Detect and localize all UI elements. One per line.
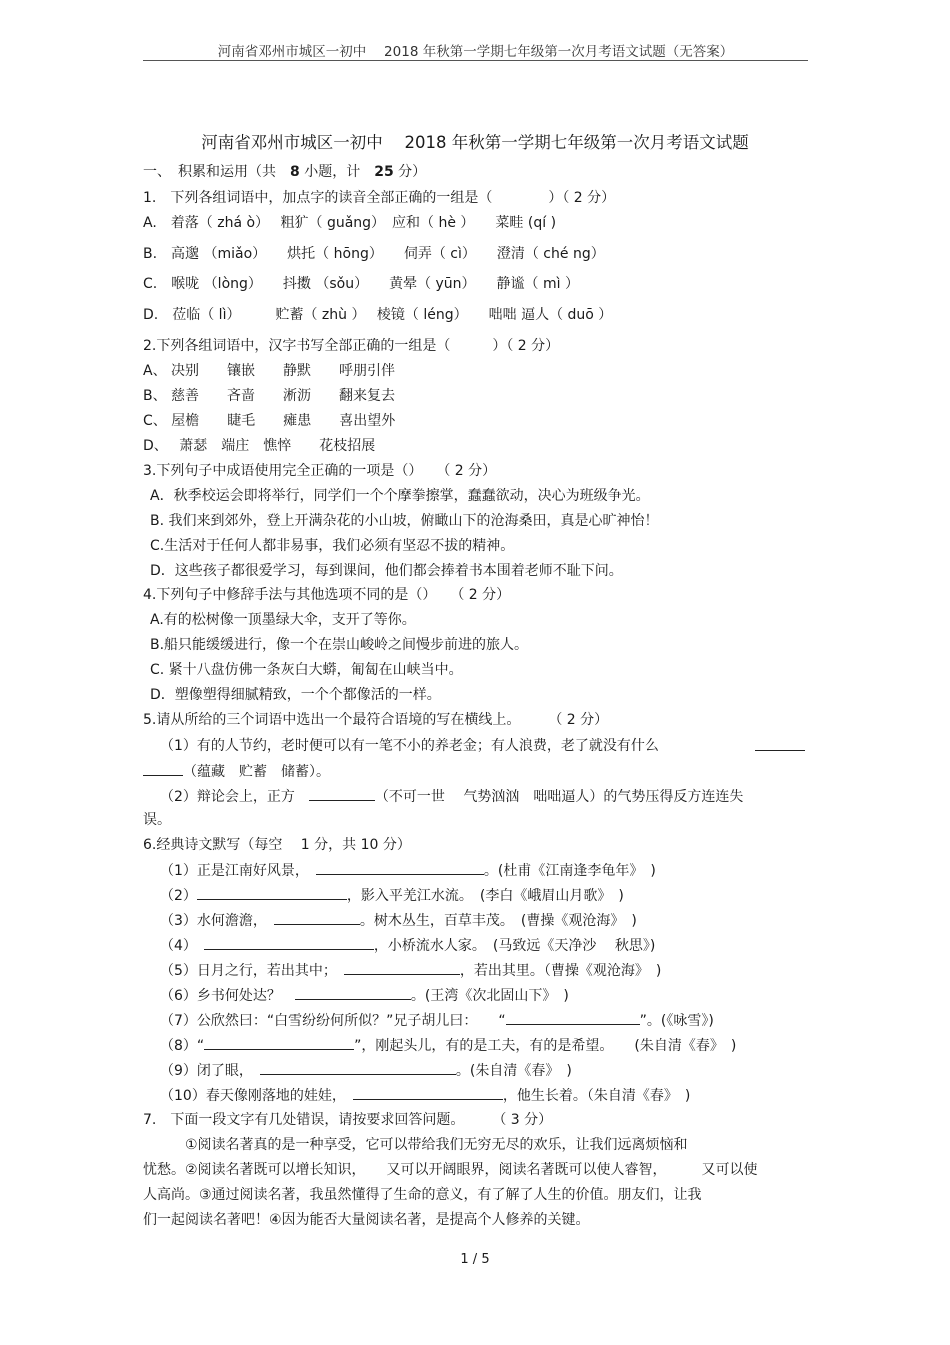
question-2-option-d: D、 萧瑟 端庄 憔悴 花枝招展: [143, 438, 376, 454]
question-2-stem: 2.下列各组词语中，汉字书写全部正确的一组是（ ）（ 2 分）: [143, 338, 560, 354]
poem-line-10: （10）春天像刚落地的娃娃， ，他生长着。（朱自清《春》 ): [160, 1085, 690, 1106]
answer-blank[interactable]: [204, 1035, 354, 1050]
question-3-stem: 3.下列句子中成语使用完全正确的一项是（） （ 2 分）: [143, 463, 497, 479]
poem-line-6: （6）乡书何处达？ 。(王湾《次北固山下》 ): [160, 985, 569, 1006]
question-1-option-c: C. 喉咙 （lòng） 抖擞 （sǒu） 黄晕（ yūn） 静谧（ mì ）: [143, 276, 579, 292]
question-3-option-b: B. 我们来到郊外，登上开满杂花的小山坡，俯瞰山下的沧海桑田，真是心旷神怡！: [150, 513, 659, 529]
poem-line-3: （3）水何澹澹， 。树木丛生，百草丰茂。 (曹操《观沧海》 ): [160, 910, 637, 931]
question-7-passage-line-3: 人高尚。③通过阅读名著，我虽然懂得了生命的意义，有了解了人生的价值。朋友们，让我: [143, 1187, 702, 1203]
question-3-option-d: D．这些孩子都很爱学习，每到课间，他们都会捧着书本围着老师不耻下问。: [150, 563, 623, 579]
question-1-option-a: A. 着落（ zhá ò） 粗犷（ guǎng） 应和（ hè ） 菜畦 (qí ): [143, 215, 557, 231]
question-3-option-c: C.生活对于任何人都非易事，我们必须有坚忍不拔的精神。: [150, 538, 515, 554]
question-6-stem: 6.经典诗文默写（每空 1 分，共 10 分）: [143, 837, 411, 853]
question-1-option-b: B. 高邈 （miǎo） 烘托（ hōng） 伺弄（ cì） 澄清（ ché ng）: [143, 246, 605, 262]
exam-title: 河南省邓州市城区一初中 2018 年秋第一学期七年级第一次月考语文试题: [201, 133, 749, 152]
question-5-blank-1b[interactable]: [143, 761, 183, 776]
question-2-option-b: B、 慈善 吝啬 淅沥 翻来复去: [143, 388, 396, 404]
question-4-option-a: A.有的松树像一顶墨绿大伞，支开了等你。: [150, 612, 416, 628]
question-7-passage-line-1: ①阅读名著真的是一种享受，它可以带给我们无穷无尽的欢乐，让我们远离烦恼和: [143, 1137, 688, 1153]
question-1-option-d: D. 莅临（ lì） 贮蓄（ zhù ） 棱镜（ léng） 咄咄 逼人（ duō ）: [143, 307, 613, 323]
answer-blank[interactable]: [353, 1085, 503, 1100]
question-5-blank-1a[interactable]: [755, 736, 805, 757]
question-1-stem: 1. 下列各组词语中，加点字的读音全部正确的一组是（ ）（ 2 分）: [143, 190, 616, 206]
poem-line-4: （4） ，小桥流水人家。 (马致远《天净沙 秋思》): [160, 935, 655, 956]
poem-line-2: （2） ，影入平羌江水流。 (李白《峨眉山月歌》 ): [160, 885, 624, 906]
answer-blank[interactable]: [197, 885, 347, 900]
question-3-option-a: A．秋季校运会即将举行，同学们一个个摩拳擦掌，蠢蠢欲动，决心为班级争光。: [150, 488, 650, 504]
section-heading: 一、 积累和运用（共 8 小题，计 25 分）: [143, 164, 427, 180]
poem-line-1: （1）正是江南好风景， 。(杜甫《江南逢李龟年》 ): [160, 860, 656, 881]
question-2-option-c: C、 屋檐 睫毛 瘫患 喜出望外: [143, 413, 396, 429]
page-number: 1 / 5: [460, 1252, 490, 1267]
question-2-option-a: A、 决别 镶嵌 静默 呼朋引伴: [143, 363, 396, 379]
question-7-stem: 7. 下面一段文字有几处错误，请按要求回答问题。 （ 3 分）: [143, 1112, 553, 1128]
poem-line-8: （8）“ ”，刚起头儿，有的是工夫，有的是希望。 (朱自清《春》 ): [160, 1035, 736, 1056]
poem-line-9: （9）闭了眼， 。(朱自清《春》 ): [160, 1060, 572, 1081]
question-7-passage-line-2: 忧愁。②阅读名著既可以增长知识， 又可以开阔眼界，阅读名著既可以使人睿智， 又可以使: [143, 1162, 758, 1178]
answer-blank[interactable]: [260, 1060, 456, 1075]
question-4-option-c: C. 紧十八盘仿佛一条灰白大蟒，匍匐在山峡当中。: [150, 662, 463, 678]
header-divider: [143, 60, 808, 61]
question-7-passage-line-4: 们一起阅读名著吧！④因为能否大量阅读名著，是提高个人修养的关键。: [143, 1212, 590, 1228]
answer-blank[interactable]: [316, 860, 484, 875]
question-4-stem: 4.下列句子中修辞手法与其他选项不同的是（） （ 2 分）: [143, 587, 511, 603]
question-5-part-2: （2）辩论会上，正方 （不可一世 气势汹汹 咄咄逼人）的气势压得反方连连失: [160, 786, 743, 807]
answer-blank[interactable]: [506, 1010, 640, 1025]
question-5-stem: 5.请从所给的三个词语中选出一个最符合语境的写在横线上。 （ 2 分）: [143, 712, 609, 728]
question-4-option-d: D．塑像塑得细腻精致，一个个都像活的一样。: [150, 687, 441, 703]
question-5-blank-2[interactable]: [309, 786, 375, 801]
question-5-part-2-tail: 误。: [143, 812, 171, 828]
poem-line-7: （7）公欣然曰：“白雪纷纷何所似？”兄子胡儿曰： “ ”。(《咏雪》): [160, 1010, 714, 1031]
answer-blank[interactable]: [204, 935, 374, 950]
answer-blank[interactable]: [344, 960, 460, 975]
poem-line-5: （5）日月之行，若出其中； ，若出其里。（曹操《观沧海》 ): [160, 960, 661, 981]
answer-blank[interactable]: [295, 985, 411, 1000]
question-5-part-1-options: （蕴藏 贮蓄 储蓄）。: [143, 761, 330, 782]
question-5-part-1: （1）有的人节约，老时便可以有一笔不小的养老金；有人浪费，老了就没有什么: [160, 738, 659, 754]
question-4-option-b: B.船只能缓缓进行，像一个在崇山峻岭之间慢步前进的旅人。: [150, 637, 529, 653]
answer-blank[interactable]: [274, 910, 360, 925]
running-header: 河南省邓州市城区一初中 2018 年秋第一学期七年级第一次月考语文试题（无答案）: [217, 44, 734, 60]
